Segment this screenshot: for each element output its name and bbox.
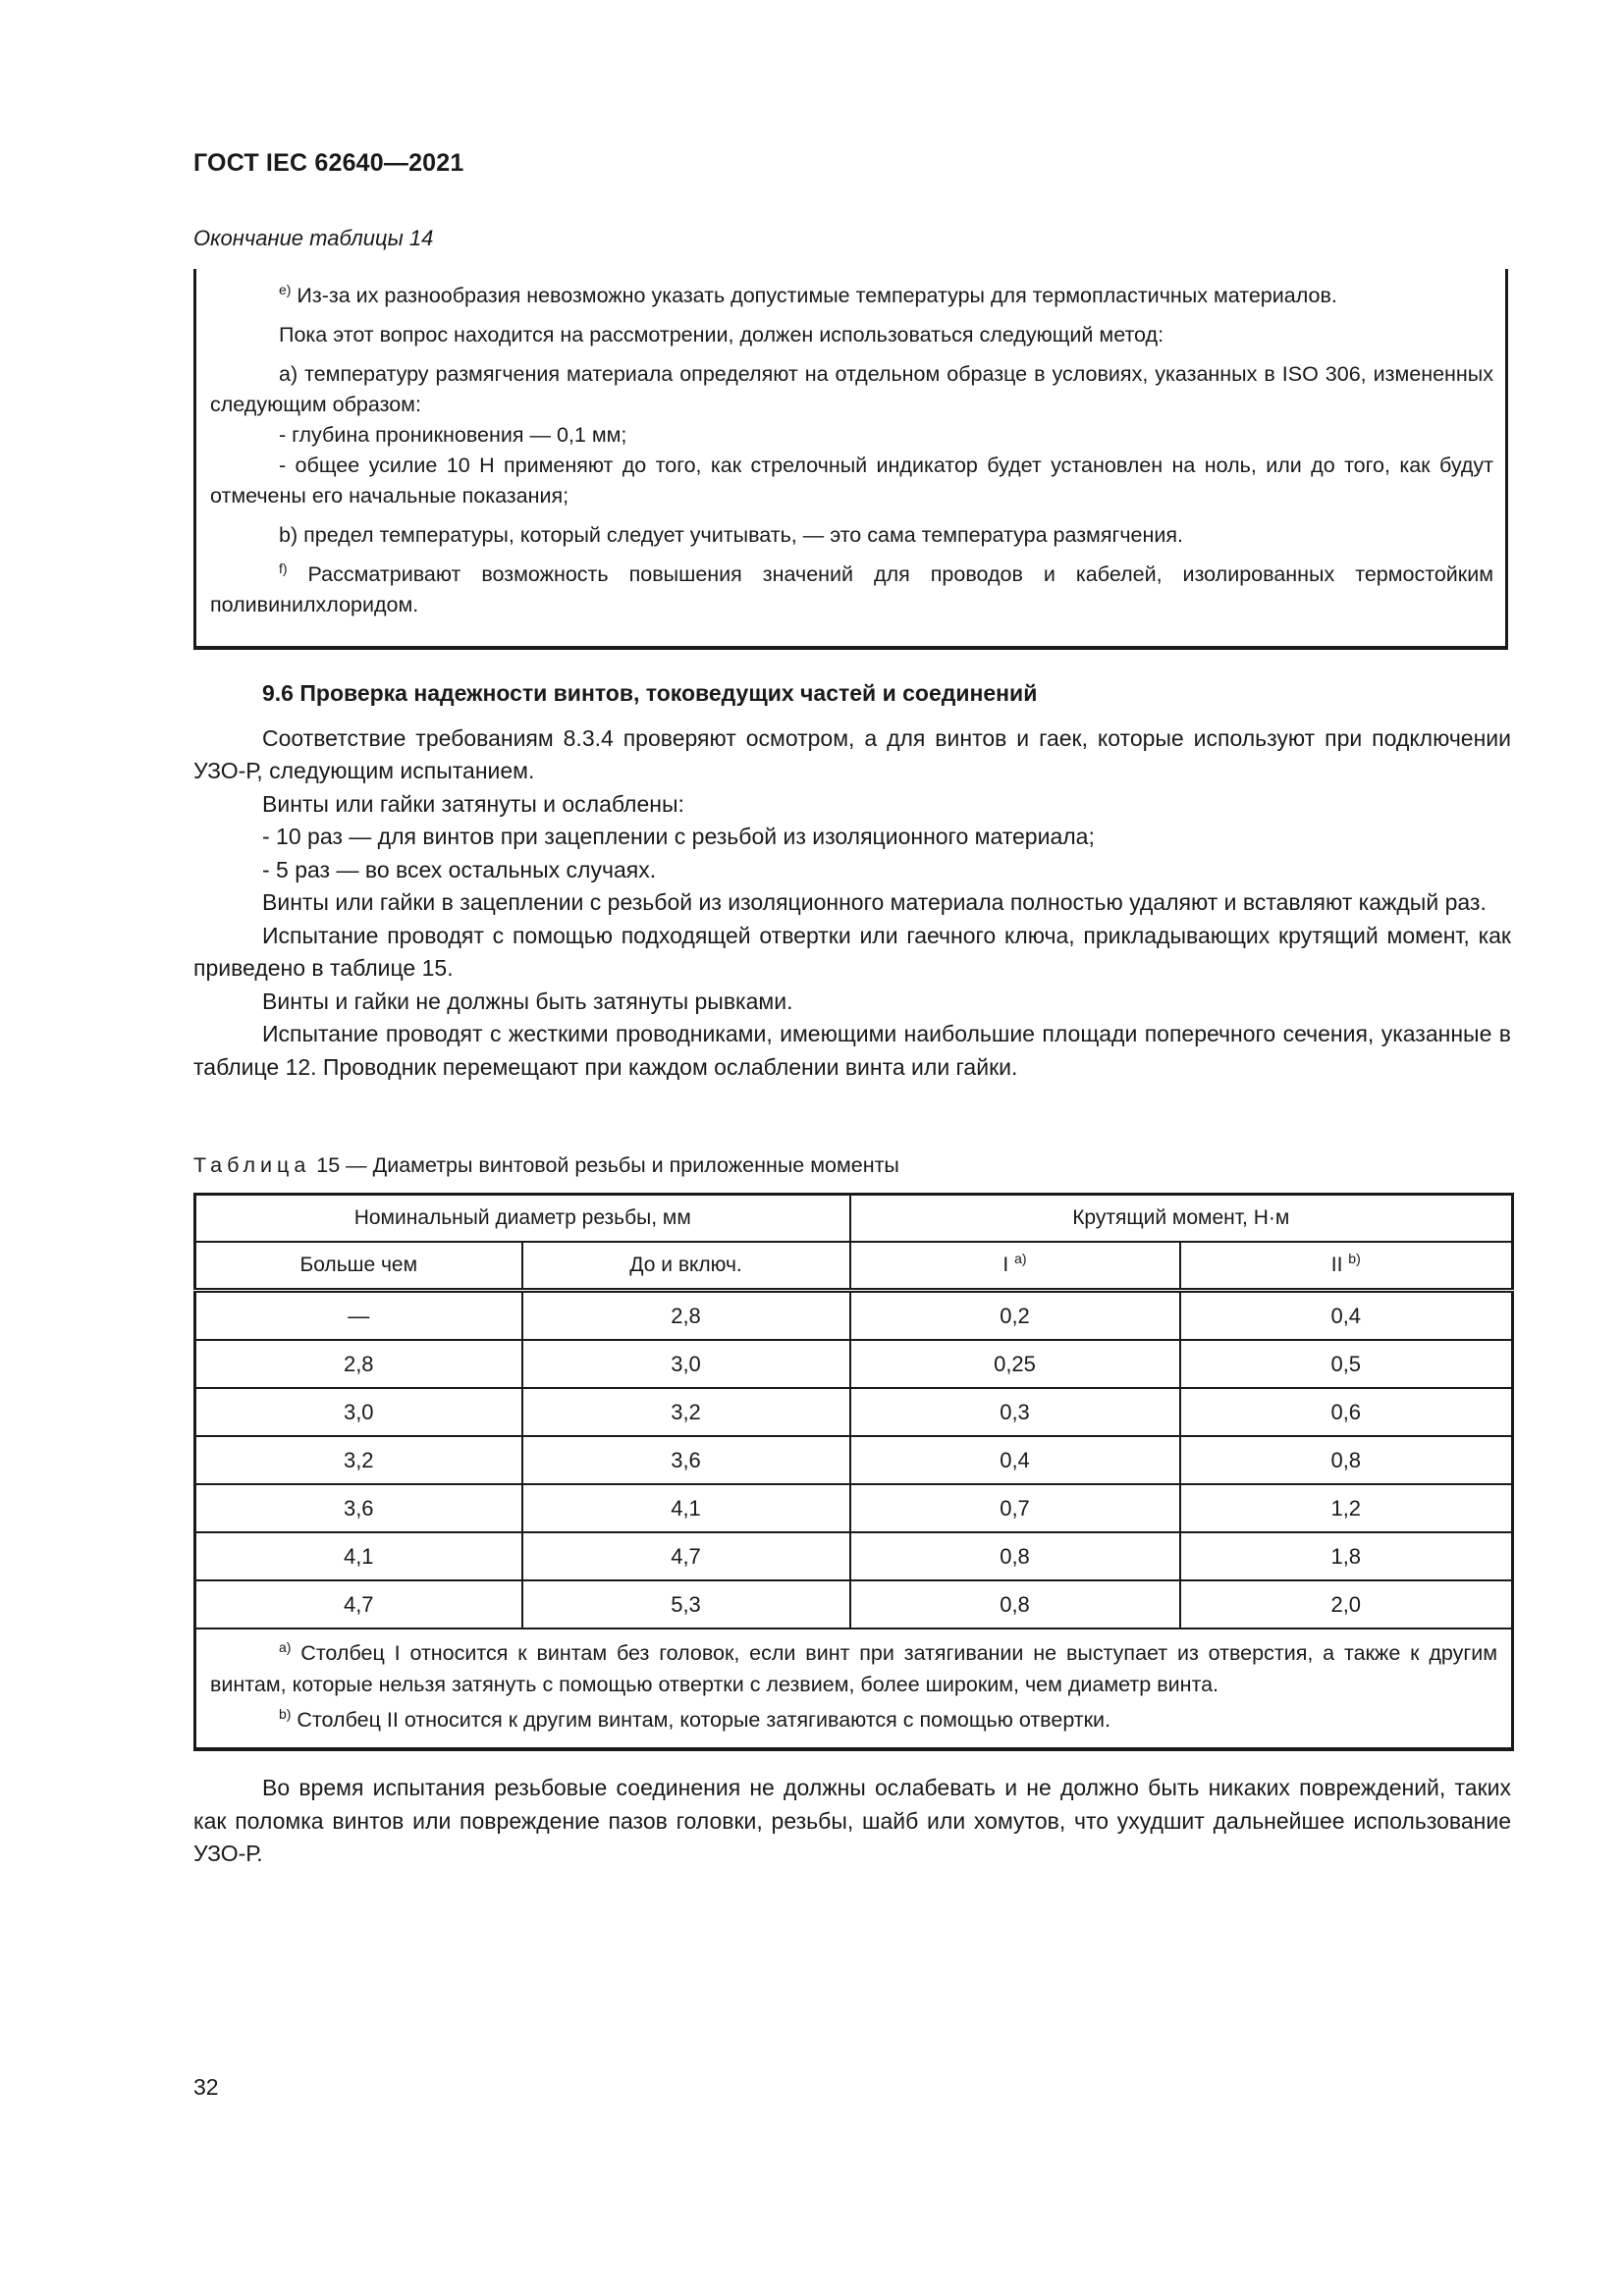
- paragraph: Испытание проводят с помощью подходящей отвертки или гаечного ключа, прикладывающих крутящий момент, как приведено в таблице 15.: [193, 922, 1511, 981]
- paragraph: Испытание проводят с жесткими проводниками, имеющими наибольшие площади поперечного сечения, указанные в таблице 12. Проводник перемещают при каждом ослаблении винта или гайки.: [193, 1021, 1511, 1080]
- paragraph: Винты или гайки в зацеплении с резьбой из изоляционного материала полностью удаляют и вставляют каждый раз.: [262, 889, 1487, 915]
- table15-caption: Таблица 15 — Диаметры винтовой резьбы и приложенные моменты: [193, 1153, 899, 1177]
- section-heading: 9.6 Проверка надежности винтов, токоведущих частей и соединений: [262, 680, 1038, 706]
- cell-torque-I: 0,3: [850, 1388, 1180, 1436]
- footnote-e-method: Пока этот вопрос находится на рассмотрении, должен использоваться следующий метод:: [279, 323, 1164, 347]
- header-up-to: До и включ.: [522, 1242, 850, 1291]
- cell-torque-I: 0,25: [850, 1340, 1180, 1388]
- cell-torque-II: 0,5: [1180, 1340, 1513, 1388]
- page-number: 32: [193, 2074, 219, 2100]
- header-nominal-diameter: Номинальный диаметр резьбы, мм: [195, 1195, 850, 1243]
- list-item: - 5 раз — во всех остальных случаях.: [262, 856, 657, 882]
- cell-torque-II: 0,8: [1180, 1436, 1513, 1484]
- cell-more-than: 3,0: [195, 1388, 522, 1436]
- footnote-e-step-a-item1: - глубина проникновения — 0,1 мм;: [279, 423, 627, 447]
- final-paragraph: Во время испытания резьбовые соединения не должны ослабевать и не должно быть никаких повреждений, таких как поломка винтов или повреждение пазов головки, резьбы, шайб или хомутов, что ухудшит дальнейшее использование УЗО-Р.: [193, 1775, 1511, 1866]
- cell-more-than: 3,6: [195, 1484, 522, 1532]
- table14-footnotes-box: [193, 269, 1508, 650]
- cell-up-to: 4,7: [522, 1532, 850, 1580]
- cell-torque-I: 0,2: [850, 1291, 1180, 1341]
- cell-torque-II: 0,4: [1180, 1291, 1513, 1341]
- cell-more-than: —: [195, 1291, 522, 1341]
- footnote-f: $^{f)}$ Рассматривают возможность повышения значений для проводов и кабелей, изолированных термостойким поливинилхлоридом.: [210, 561, 1493, 616]
- table-subheader-row: [195, 1242, 1513, 1291]
- table-row: [195, 1580, 1513, 1629]
- cell-more-than: 4,1: [195, 1532, 522, 1580]
- header-more-than: Больше чем: [195, 1242, 522, 1291]
- cell-more-than: 3,2: [195, 1436, 522, 1484]
- table-continuation-caption: Окончание таблицы 14: [193, 226, 434, 250]
- table-row: [195, 1484, 1513, 1532]
- cell-up-to: 3,6: [522, 1436, 850, 1484]
- cell-up-to: 3,0: [522, 1340, 850, 1388]
- footnote-marker-f: f): [279, 561, 288, 576]
- table-row: [195, 1388, 1513, 1436]
- document-id: ГОСТ IEC 62640—2021: [193, 149, 464, 177]
- section-9-6: [193, 677, 1511, 1084]
- table-notes-row: [195, 1629, 1513, 1749]
- cell-torque-II: 1,2: [1180, 1484, 1513, 1532]
- cell-torque-II: 1,8: [1180, 1532, 1513, 1580]
- cell-up-to: 2,8: [522, 1291, 850, 1341]
- footnote-e-step-a: a) температуру размягчения материала определяют на отдельном образце в условиях, указанных в ISO 306, измененных следующим образом:: [210, 362, 1493, 416]
- table-note-b: $^{b)}$ Столбец II относится к другим винтам, которые затягиваются с помощью отвертки.: [279, 1706, 1111, 1732]
- paragraph: Винты или гайки затянуты и ослаблены:: [262, 790, 684, 817]
- header-col-I: I $^{a)}$: [850, 1242, 1180, 1291]
- cell-torque-II: 0,6: [1180, 1388, 1513, 1436]
- cell-torque-I: 0,4: [850, 1436, 1180, 1484]
- cell-up-to: 5,3: [522, 1580, 850, 1629]
- table-note-a: $^{a)}$ Столбец I относится к винтам без головок, если винт при затягивании не выступает из отверстия, а также к другим винтам, которые нельзя затянуть с помощью отвертки с лезвием, более широким, чем диаметр винта.: [210, 1639, 1498, 1696]
- footnote-e: $^{e)}$ Из-за их разнообразия невозможно указать допустимые температуры для термопластичных материалов.: [279, 282, 1337, 307]
- table15-notes: [195, 1629, 1513, 1749]
- table15: [193, 1193, 1514, 1751]
- cell-more-than: 2,8: [195, 1340, 522, 1388]
- paragraph: Соответствие требованиям 8.3.4 проверяют осмотром, а для винтов и гаек, которые используют при подключении УЗО-Р, следующим испытанием.: [193, 724, 1511, 783]
- table-row: [195, 1436, 1513, 1484]
- paragraph: Винты и гайки не должны быть затянуты рывками.: [262, 988, 793, 1014]
- cell-more-than: 4,7: [195, 1580, 522, 1629]
- header-torque: Крутящий момент, Н·м: [850, 1195, 1513, 1243]
- header-col-II: II $^{b)}$: [1180, 1242, 1513, 1291]
- table-header-row: [195, 1195, 1513, 1243]
- table-row: [195, 1291, 1513, 1341]
- list-item: - 10 раз — для винтов при зацеплении с резьбой из изоляционного материала;: [262, 824, 1095, 849]
- table-row: [195, 1532, 1513, 1580]
- cell-torque-I: 0,8: [850, 1532, 1180, 1580]
- footnote-marker-e: e): [279, 282, 292, 297]
- footnote-e-step-b: b) предел температуры, который следует учитывать, — это сама температура размягчения.: [279, 523, 1183, 547]
- table-row: [195, 1340, 1513, 1388]
- cell-up-to: 4,1: [522, 1484, 850, 1532]
- cell-up-to: 3,2: [522, 1388, 850, 1436]
- cell-torque-I: 0,8: [850, 1580, 1180, 1629]
- cell-torque-I: 0,7: [850, 1484, 1180, 1532]
- footnote-e-step-a-item2: - общее усилие 10 Н применяют до того, как стрелочный индикатор будет установлен на ноль, или до того, как будут отмечены его начальные показания;: [210, 454, 1493, 507]
- cell-torque-II: 2,0: [1180, 1580, 1513, 1629]
